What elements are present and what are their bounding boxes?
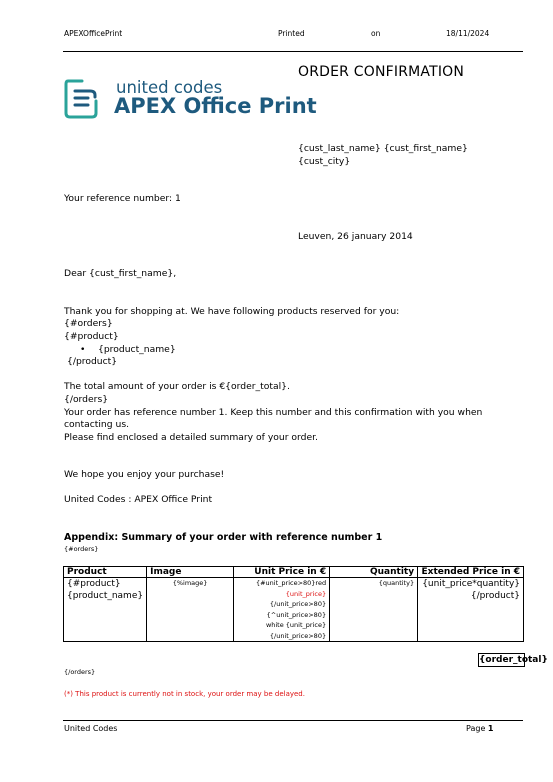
orders-open-tag: {#orders}: [64, 318, 113, 329]
footer-page-number: 1: [487, 724, 494, 733]
bullet-icon: •: [80, 344, 86, 355]
col-unit-price: Unit Price in €: [234, 567, 330, 578]
header-left: APEXOfficePrint: [64, 29, 123, 38]
page-title: ORDER CONFIRMATION: [298, 64, 465, 80]
thanks-text: Thank you for shopping at. We have following products reserved for you:: [64, 306, 400, 317]
logo-united-codes: united codes: [116, 78, 223, 97]
summary-header-row: [64, 567, 524, 578]
cell-product: {#product}{product_name}: [64, 578, 147, 642]
header-rule: [63, 51, 523, 52]
enjoy-text: We hope you enjoy your purchase!: [64, 469, 225, 480]
signature: United Codes : APEX Office Print: [64, 494, 213, 505]
appendix-title: Appendix: Summary of your order with reference number 1: [64, 532, 383, 543]
cell-extended: {unit_price*quantity}{/product}: [418, 578, 524, 642]
orders-close-tag: {/orders}: [64, 394, 109, 405]
logo-apex-office-print: APEX Office Print: [114, 94, 317, 118]
place-date: Leuven, 26 january 2014: [298, 231, 413, 242]
header-printed: Printed: [278, 29, 305, 38]
ref-note-line2: contacting us.: [64, 419, 130, 430]
col-image: Image: [147, 567, 234, 578]
address-city: {cust_city}: [298, 156, 351, 167]
cell-unit-price: [234, 578, 330, 642]
appendix-orders-close: {/orders}: [64, 668, 96, 676]
price-line: {#unit_price>80}red: [255, 579, 327, 587]
cell-quantity: {quantity}: [330, 578, 418, 642]
reference-number: Your reference number: 1: [64, 193, 181, 204]
col-product: Product: [64, 567, 147, 578]
price-line: {/unit_price>80}: [269, 631, 327, 640]
footer-page: [466, 724, 494, 733]
price-line: white {unit_price}: [265, 621, 327, 629]
price-line: {/unit_price>80}: [269, 600, 327, 608]
table-row: [64, 578, 524, 642]
cell-image: {%image}: [147, 578, 234, 642]
order-total-box: {order_total}: [479, 655, 548, 665]
product-item: {product_name}: [98, 344, 176, 355]
col-quantity: Quantity: [330, 567, 418, 578]
product-close-tag: {/product}: [67, 356, 118, 367]
total-text: The total amount of your order is €{order_total}.: [64, 381, 290, 392]
footer-left: United Codes: [64, 724, 118, 733]
appendix-orders-open: {#orders}: [64, 545, 99, 553]
header-on: on: [371, 29, 381, 38]
address-name: {cust_last_name} {cust_first_name}: [298, 143, 468, 154]
enclosed-text: Please find enclosed a detailed summary of your order.: [64, 432, 318, 443]
greeting: Dear {cust_first_name},: [64, 268, 177, 279]
stock-note: (*) This product is currently not in stock, your order may be delayed.: [64, 690, 305, 698]
col-extended-price: Extended Price in €: [418, 567, 524, 578]
product-open-tag: {#product}: [64, 331, 119, 342]
summary-table: [63, 566, 524, 642]
price-line: {unit_price}: [285, 589, 327, 598]
footer-page-label: Page: [466, 724, 486, 733]
header-date: 18/11/2024: [446, 29, 490, 38]
ref-note-line1: Your order has reference number 1. Keep this number and this confirmation with you when: [64, 407, 483, 418]
price-line: {^unit_price>80}: [266, 610, 327, 619]
logo-icon: [64, 79, 100, 119]
footer-rule: [63, 720, 523, 721]
